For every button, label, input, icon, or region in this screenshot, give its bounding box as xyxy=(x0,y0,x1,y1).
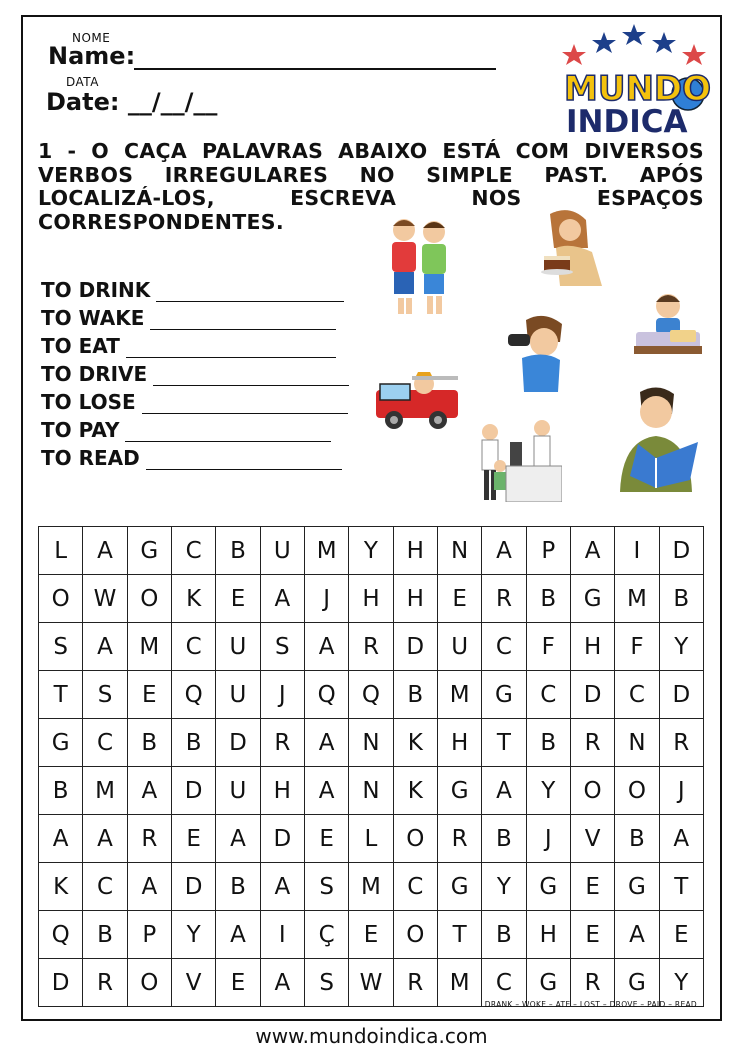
grid-cell[interactable]: T xyxy=(659,863,703,911)
grid-cell[interactable]: G xyxy=(127,527,171,575)
grid-cell[interactable]: Q xyxy=(39,911,83,959)
grid-cell[interactable]: M xyxy=(349,863,393,911)
nome-label: NOME xyxy=(72,31,111,45)
grid-cell[interactable]: B xyxy=(526,719,570,767)
grid-cell[interactable]: R xyxy=(570,719,614,767)
grid-cell[interactable]: N xyxy=(349,719,393,767)
verb-list xyxy=(41,274,349,470)
grid-cell[interactable]: E xyxy=(570,863,614,911)
answer-line[interactable] xyxy=(150,311,336,330)
name-label: Name: xyxy=(48,42,136,70)
grid-cell[interactable]: S xyxy=(304,959,348,1007)
grid-cell[interactable]: B xyxy=(127,719,171,767)
grid-cell[interactable]: B xyxy=(482,911,526,959)
grid-cell[interactable]: G xyxy=(39,719,83,767)
grid-cell[interactable]: H xyxy=(393,527,437,575)
grid-cell[interactable]: W xyxy=(349,959,393,1007)
grid-cell[interactable]: C xyxy=(482,623,526,671)
grid-row xyxy=(39,623,704,671)
grid-cell[interactable]: E xyxy=(437,575,481,623)
woman-eating-cake-image xyxy=(530,208,612,286)
verb-label: TO PAY xyxy=(41,418,120,442)
grid-cell[interactable]: S xyxy=(39,623,83,671)
grid-cell[interactable]: A xyxy=(39,815,83,863)
grid-cell[interactable]: A xyxy=(659,815,703,863)
grid-cell[interactable]: O xyxy=(615,767,659,815)
grid-cell[interactable]: Y xyxy=(482,863,526,911)
footer-url[interactable]: www.mundoindica.com xyxy=(255,1024,488,1048)
grid-cell[interactable]: P xyxy=(127,911,171,959)
grid-cell[interactable]: C xyxy=(615,671,659,719)
grid-cell[interactable]: D xyxy=(659,671,703,719)
answer-line[interactable] xyxy=(156,283,344,302)
grid-cell[interactable]: G xyxy=(526,959,570,1007)
grid-cell[interactable]: A xyxy=(304,623,348,671)
grid-cell[interactable]: D xyxy=(393,623,437,671)
grid-cell[interactable]: J xyxy=(659,767,703,815)
boys-drinking-image xyxy=(384,214,456,316)
grid-cell[interactable]: A xyxy=(216,815,260,863)
grid-cell[interactable]: D xyxy=(171,863,215,911)
grid-cell[interactable]: Y xyxy=(171,911,215,959)
grid-cell[interactable]: B xyxy=(615,815,659,863)
grid-cell[interactable]: R xyxy=(83,959,127,1007)
grid-cell[interactable]: A xyxy=(482,767,526,815)
grid-cell[interactable]: F xyxy=(615,623,659,671)
grid-cell[interactable]: E xyxy=(216,575,260,623)
grid-cell[interactable]: B xyxy=(216,527,260,575)
grid-cell[interactable]: W xyxy=(83,575,127,623)
grid-cell[interactable]: R xyxy=(482,575,526,623)
grid-cell[interactable]: D xyxy=(659,527,703,575)
answer-line[interactable] xyxy=(153,367,349,386)
data-label: DATA xyxy=(66,75,99,89)
grid-cell[interactable]: O xyxy=(39,575,83,623)
grid-cell[interactable]: C xyxy=(171,623,215,671)
grid-cell[interactable]: R xyxy=(437,815,481,863)
grid-cell[interactable]: U xyxy=(260,527,304,575)
stars-icon xyxy=(562,24,706,65)
grid-cell[interactable]: G xyxy=(615,959,659,1007)
grid-row xyxy=(39,719,704,767)
verb-label: TO DRINK xyxy=(41,278,151,302)
grid-cell[interactable]: C xyxy=(393,863,437,911)
grid-cell[interactable]: K xyxy=(393,767,437,815)
grid-cell[interactable]: V xyxy=(171,959,215,1007)
grid-cell[interactable]: B xyxy=(171,719,215,767)
grid-cell[interactable]: C xyxy=(171,527,215,575)
verb-label: TO LOSE xyxy=(41,390,136,414)
grid-cell[interactable]: Y xyxy=(659,959,703,1007)
grid-cell[interactable]: A xyxy=(83,623,127,671)
grid-cell[interactable]: E xyxy=(349,911,393,959)
grid-cell[interactable]: C xyxy=(83,719,127,767)
grid-cell[interactable]: P xyxy=(526,527,570,575)
word-search-grid xyxy=(38,526,704,1007)
grid-cell[interactable]: K xyxy=(171,575,215,623)
fire-truck-image xyxy=(372,366,462,432)
grid-cell[interactable]: M xyxy=(127,623,171,671)
grid-cell[interactable]: A xyxy=(83,815,127,863)
grid-row xyxy=(39,671,704,719)
grid-cell[interactable]: Y xyxy=(349,527,393,575)
grid-cell[interactable]: B xyxy=(216,863,260,911)
boy-binoculars-image xyxy=(504,312,572,392)
grid-cell[interactable]: T xyxy=(39,671,83,719)
grid-cell[interactable]: R xyxy=(349,623,393,671)
grid-cell[interactable]: C xyxy=(526,671,570,719)
grid-cell[interactable]: C xyxy=(83,863,127,911)
grid-cell[interactable]: B xyxy=(659,575,703,623)
grid-cell[interactable]: L xyxy=(39,527,83,575)
grid-cell[interactable]: J xyxy=(526,815,570,863)
grid-cell[interactable]: O xyxy=(127,575,171,623)
grid-cell[interactable]: U xyxy=(216,623,260,671)
grid-cell[interactable]: E xyxy=(127,671,171,719)
grid-cell[interactable]: D xyxy=(570,671,614,719)
grid-row xyxy=(39,863,704,911)
grid-cell[interactable]: Q xyxy=(349,671,393,719)
grid-cell[interactable]: H xyxy=(393,575,437,623)
date-field[interactable]: Date: __/__/__ xyxy=(46,88,218,116)
grid-cell[interactable]: S xyxy=(83,671,127,719)
grid-cell[interactable]: A xyxy=(615,911,659,959)
grid-cell[interactable]: Ç xyxy=(304,911,348,959)
grid-cell[interactable]: M xyxy=(304,527,348,575)
grid-cell[interactable]: A xyxy=(260,863,304,911)
grid-cell[interactable]: B xyxy=(393,671,437,719)
grid-cell[interactable]: J xyxy=(260,671,304,719)
grid-cell[interactable]: E xyxy=(171,815,215,863)
grid-cell[interactable]: U xyxy=(216,767,260,815)
grid-cell[interactable]: D xyxy=(216,719,260,767)
verb-label: TO EAT xyxy=(41,334,120,358)
grid-cell[interactable]: I xyxy=(615,527,659,575)
grid-cell[interactable]: D xyxy=(171,767,215,815)
grid-cell[interactable]: O xyxy=(393,911,437,959)
grid-cell[interactable]: Q xyxy=(171,671,215,719)
verb-row xyxy=(41,414,349,442)
answer-line[interactable] xyxy=(126,339,336,358)
grid-cell[interactable]: U xyxy=(437,623,481,671)
grid-cell[interactable]: G xyxy=(437,767,481,815)
grid-cell[interactable]: I xyxy=(260,911,304,959)
grid-cell[interactable]: Q xyxy=(304,671,348,719)
grid-cell[interactable]: Y xyxy=(659,623,703,671)
mundo-indica-logo xyxy=(560,22,720,142)
grid-cell[interactable]: G xyxy=(570,575,614,623)
grid-cell[interactable]: A xyxy=(304,719,348,767)
grid-cell[interactable]: N xyxy=(615,719,659,767)
grid-row xyxy=(39,815,704,863)
answer-line[interactable] xyxy=(146,451,342,470)
grid-cell[interactable]: A xyxy=(260,575,304,623)
grid-cell[interactable]: J xyxy=(304,575,348,623)
grid-cell[interactable]: R xyxy=(127,815,171,863)
grid-cell[interactable]: A xyxy=(127,863,171,911)
answer-key: DRANK – WOKE – ATE – LOST – DROVE – PAID – READ xyxy=(484,1000,697,1009)
grid-row xyxy=(39,911,704,959)
logo-line2: INDICA xyxy=(566,104,688,140)
grid-cell[interactable]: S xyxy=(304,863,348,911)
instruction-text: 1 - O CAÇA PALAVRAS ABAIXO ESTÁ COM DIVERSOS VERBOS IRREGULARES NO SIMPLE PAST. APÓS LOCALIZÁ-LOS, ESCREVA NOS ESPAÇOS CORRESPONDENTES. xyxy=(38,139,704,234)
verb-row xyxy=(41,442,349,470)
grid-cell[interactable]: B xyxy=(83,911,127,959)
grid-cell[interactable]: N xyxy=(349,767,393,815)
grid-cell[interactable]: A xyxy=(216,911,260,959)
grid-cell[interactable]: A xyxy=(83,527,127,575)
grid-cell[interactable]: G xyxy=(482,671,526,719)
grid-cell[interactable]: R xyxy=(393,959,437,1007)
grid-cell[interactable]: M xyxy=(437,959,481,1007)
grid-cell[interactable]: T xyxy=(482,719,526,767)
grid-cell[interactable]: U xyxy=(216,671,260,719)
grid-cell[interactable]: H xyxy=(437,719,481,767)
grid-cell[interactable]: H xyxy=(349,575,393,623)
verb-row xyxy=(41,302,349,330)
boy-waking-up-image xyxy=(632,288,704,358)
man-reading-book-image xyxy=(610,384,702,492)
grid-row xyxy=(39,575,704,623)
grid-cell[interactable]: K xyxy=(39,863,83,911)
grid-cell[interactable]: R xyxy=(570,959,614,1007)
verb-label: TO WAKE xyxy=(41,306,145,330)
grid-cell[interactable]: A xyxy=(260,959,304,1007)
grid-cell[interactable]: L xyxy=(349,815,393,863)
grid-cell[interactable]: Y xyxy=(526,767,570,815)
name-field[interactable] xyxy=(134,68,496,70)
grid-cell[interactable]: H xyxy=(260,767,304,815)
grid-cell[interactable]: B xyxy=(39,767,83,815)
grid-cell[interactable]: A xyxy=(570,527,614,575)
grid-cell[interactable]: E xyxy=(659,911,703,959)
grid-cell[interactable]: S xyxy=(260,623,304,671)
answer-line[interactable] xyxy=(142,395,348,414)
verb-label: TO DRIVE xyxy=(41,362,148,386)
verb-row xyxy=(41,274,349,302)
paying-at-counter-image xyxy=(476,418,562,502)
grid-cell[interactable]: N xyxy=(437,527,481,575)
grid-cell[interactable]: K xyxy=(393,719,437,767)
grid-cell[interactable]: M xyxy=(437,671,481,719)
grid-cell[interactable]: T xyxy=(437,911,481,959)
grid-cell[interactable]: G xyxy=(437,863,481,911)
grid-cell[interactable]: O xyxy=(570,767,614,815)
grid-cell[interactable]: B xyxy=(482,815,526,863)
grid-cell[interactable]: F xyxy=(526,623,570,671)
grid-cell[interactable]: G xyxy=(526,863,570,911)
grid-cell[interactable]: C xyxy=(482,959,526,1007)
grid-cell[interactable]: R xyxy=(260,719,304,767)
grid-cell[interactable]: G xyxy=(615,863,659,911)
verb-label: TO READ xyxy=(41,446,140,470)
grid-cell[interactable]: H xyxy=(526,911,570,959)
logo-line1: MUNDO xyxy=(564,69,712,109)
grid-cell[interactable]: B xyxy=(526,575,570,623)
answer-line[interactable] xyxy=(125,423,331,442)
grid-cell[interactable]: O xyxy=(127,959,171,1007)
grid-cell[interactable]: A xyxy=(304,767,348,815)
verb-row xyxy=(41,358,349,386)
grid-cell[interactable]: E xyxy=(216,959,260,1007)
grid-cell[interactable]: A xyxy=(127,767,171,815)
verb-row xyxy=(41,386,349,414)
grid-cell[interactable]: A xyxy=(482,527,526,575)
grid-cell[interactable]: H xyxy=(570,623,614,671)
grid-cell[interactable]: R xyxy=(659,719,703,767)
grid-cell[interactable]: M xyxy=(83,767,127,815)
grid-cell[interactable]: O xyxy=(393,815,437,863)
grid-row xyxy=(39,527,704,575)
grid-cell[interactable]: M xyxy=(615,575,659,623)
grid-cell[interactable]: D xyxy=(39,959,83,1007)
grid-cell[interactable]: V xyxy=(570,815,614,863)
grid-row xyxy=(39,767,704,815)
verb-row xyxy=(41,330,349,358)
grid-cell[interactable]: E xyxy=(570,911,614,959)
grid-cell[interactable]: D xyxy=(260,815,304,863)
grid-cell[interactable]: E xyxy=(304,815,348,863)
